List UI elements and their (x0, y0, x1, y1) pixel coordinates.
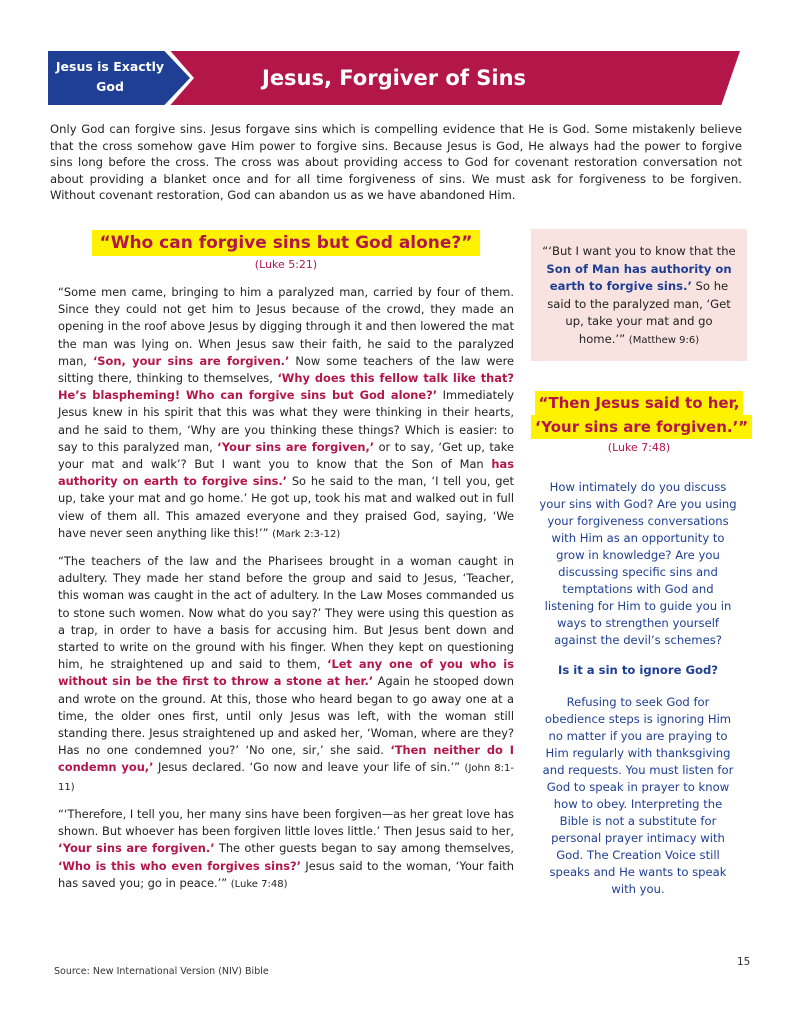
reflection-question: Is it a sin to ignore God? (558, 663, 718, 677)
passage-luke: “‘Therefore, I tell you, her many sins have been forgiven—as her great love has shown. But whoever has been forgiven little loves little.’ Then Jesus said to her, ‘Your sins are forgiven.’ The other guests began to say among themselves, ‘Who is this who even forgives sins?’ Jesus said to the woman, ‘Your faith has saved you; go in peace.’” (Luke 7:48) (58, 806, 515, 890)
matthew-quote-box: “‘But I want you to know that the Son of Man has authority on earth to forgive sins.’ So he said to the paralyzed man, ‘Get up, take your mat and go home.’” (Matthew 9:6) (531, 229, 747, 361)
main-column (58, 230, 514, 903)
passage-john: “The teachers of the law and the Pharisees brought in a woman caught in adultery. They made her stand before the group and said to Jesus, ‘Teacher, this woman was caught in the act of adultery. In the Law Moses commanded us to stone such women. Now what do you say?’ They were using this question as a trap, in order to have a basis for accusing him. But Jesus bent down and started to write on the ground with his finger. When they kept on questioning him, he straightened up and said to them, ‘Let any one of you who is without sin be the first to throw a stone at her.’ Again he stooped down and wrote on the ground. At this, those who heard began to go away one at a time, the older ones first, until only Jesus was left, with the woman still standing there. Jesus straightened up and asked her, ‘Woman, where are they? Has no one condemned you?’ ‘No one, sir,’ she said. ‘Then neither do I condemn you,’ Jesus declared. ‘Go now and leave your life of sin.’” (John 8:1-11) (58, 554, 515, 793)
page-title: Jesus, Forgiver of Sins (262, 66, 527, 90)
side-quote-line-1: “Then Jesus said to her, (535, 391, 744, 415)
page-number: 15 (737, 956, 751, 968)
main-quote-ref: (Luke 5:21) (254, 258, 318, 271)
section-label: Jesus is Exactly God (55, 59, 165, 94)
side-quote (531, 391, 747, 455)
reflection-paragraph-1: How intimately do you discuss your sins with God? Are you using your forgiveness conversations with Him as an opportunity to grow in knowledge? Are you discussing specific sins and temptations with God and listening for Him to guide you in ways to strengthen yourself against the devil’s schemes? (539, 480, 737, 647)
main-quote: “Who can forgive sins but God alone?” (92, 230, 481, 256)
side-quote-ref: (Luke 7:48) (607, 441, 671, 454)
reflection-text (538, 479, 738, 911)
reflection-paragraph-2: Refusing to seek God for obedience steps is ignoring Him no matter if you are praying to Him regularly with thanksgiving and requests. You must listen for God to speak in prayer to know how to obey. Interpreting the Bible is not a substitute for personal prayer intimacy with God. The Creation Voice still speaks and He wants to speak with you. (542, 695, 734, 896)
intro-paragraph: Only God can forgive sins. Jesus forgave sins which is compelling evidence that He is God. Some mistakenly believe that the cross somehow gave Him power to forgive sins. Because Jesus is God, He always had the power to forgive sins long before the cross. The cross was about providing access to God for covenant restoration conversation not about providing a blanket once and for all time forgiveness of sins. We must ask for forgiveness to be forgiven. Without covenant restoration, God can abandon us as we have abandoned Him. (50, 122, 742, 202)
side-quote-line-2: ‘Your sins are forgiven.’” (531, 415, 752, 439)
source-note: Source: New International Version (NIV) Bible (54, 966, 269, 977)
passage-mark: “Some men came, bringing to him a paralyzed man, carried by four of them. Since they could not get him to Jesus because of the crowd, they made an opening in the roof above Jesus by digging through it and then lowered the mat the man was lying on. When Jesus saw their faith, he said to the paralyzed man, ‘Son, your sins are forgiven.’ Now some teachers of the law were sitting there, thinking to themselves, ‘Why does this fellow talk like that? He’s blaspheming! Who can forgive sins but God alone?’ Immediately Jesus knew in his spirit that this was what they were thinking in their hearts, and he said to them, ‘Why are you thinking these things? Which is easier: to say to this paralyzed man, ‘Your sins are forgiven,’ or to say, ‘Get up, take your mat and walk’? But I want you to know that the Son of Man has authority on earth to forgive sins.’ So he said to the man, ‘I tell you, get up, take your mat and go home.’ He got up, took his mat and walked out in full view of them all. This amazed everyone and they praised God, saying, ‘We have never seen anything like this!’” (Mark 2:3-12) (58, 285, 515, 540)
